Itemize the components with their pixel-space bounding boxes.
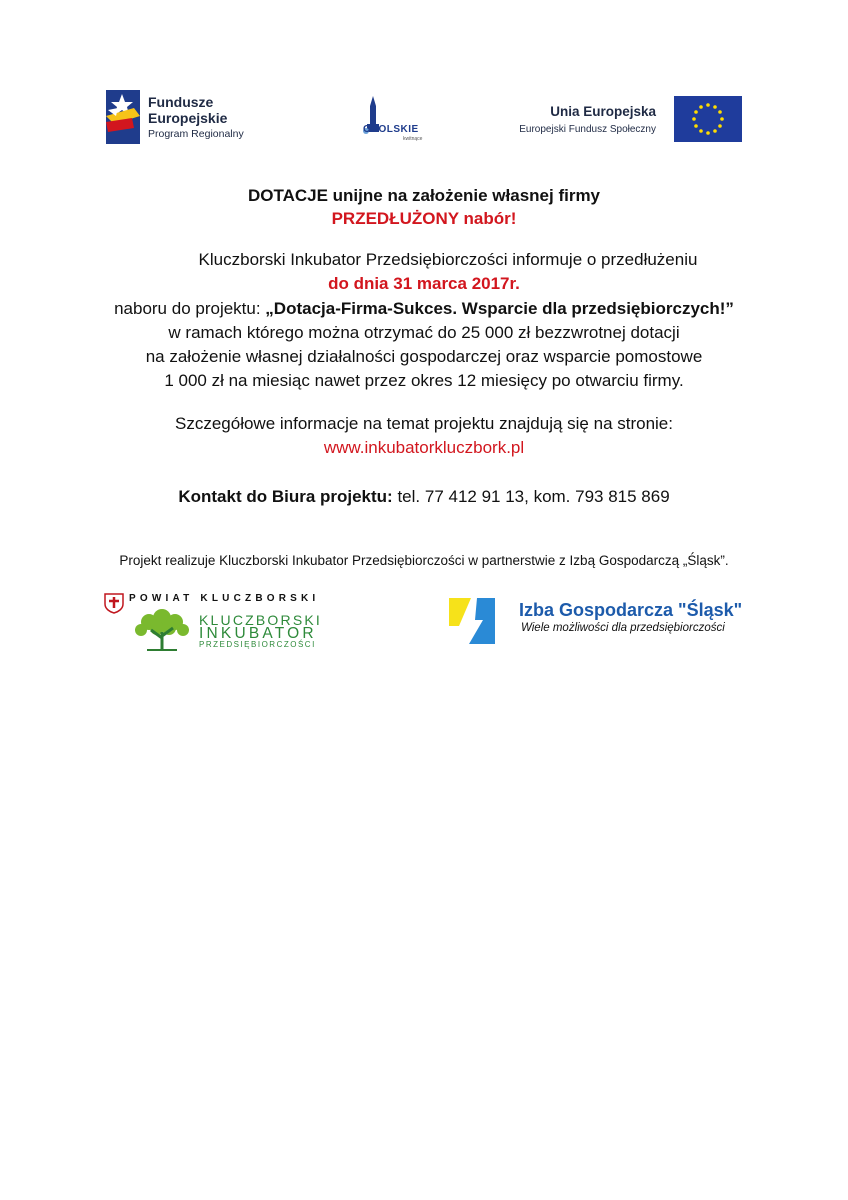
- announcement-deadline: do dnia 31 marca 2017r.: [328, 274, 520, 293]
- izba-emblem-icon: [449, 598, 503, 644]
- ue-subtitle: Europejski Fundusz Społeczny: [519, 124, 656, 135]
- powiat-crest-icon: [103, 592, 125, 614]
- announcement-details: Szczegółowe informacje na temat projektu znajdują się na stronie:: [175, 414, 673, 433]
- contact-label: Kontakt do Biura projektu:: [178, 487, 393, 506]
- fundusze-europejskie-emblem: [104, 86, 144, 148]
- opolskie-logo: [345, 94, 435, 146]
- powiat-label: POWIAT KLUCZBORSKI: [129, 593, 320, 604]
- announcement-line3: 1 000 zł na miesiąc nawet przez okres 12 miesięcy po otwarciu firmy.: [164, 371, 684, 390]
- kik-line3: PRZEDSIĘBIORCZOŚCI: [199, 640, 316, 649]
- kluczborski-inkubator-logo: [103, 592, 363, 652]
- fundusze-title: [148, 94, 227, 126]
- footer-note: Projekt realizuje Kluczborski Inkubator Przedsiębiorczości w partnerstwie z Izbą Gospodarczą „Śląsk”.: [119, 553, 729, 568]
- kik-line2: INKUBATOR: [199, 625, 317, 642]
- announcement-line2: na założenie własnej działalności gospodarczej oraz wsparcie pomostowe: [145, 347, 703, 366]
- fundusze-line2: Europejskie: [148, 110, 228, 126]
- kik-line1: KLUCZBORSKI: [199, 612, 322, 628]
- contact-line: [0, 486, 848, 508]
- project-name: „Dotacja-Firma-Sukces. Wsparcie dla przedsiębiorczych!”: [265, 299, 734, 318]
- opolskie-label: OPOLSKIE: [363, 124, 419, 135]
- ue-title: Unia Europejska: [550, 104, 656, 119]
- tree-icon: [127, 606, 197, 652]
- fundusze-program: Program Regionalny: [148, 128, 244, 140]
- izba-tagline: Wiele możliwości dla przedsiębiorczości: [521, 622, 725, 634]
- izba-title: Izba Gospodarcza "Śląsk": [519, 600, 743, 620]
- fundusze-line1: Fundusze: [148, 94, 214, 110]
- project-prefix: naboru do projektu:: [114, 299, 266, 318]
- announcement-subtitle: PRZEDŁUŻONY nabór!: [331, 209, 517, 228]
- contact-value: tel. 77 412 91 13, kom. 793 815 869: [392, 487, 670, 506]
- eu-flag-icon: [674, 96, 742, 142]
- announcement-title: DOTACJE unijne na założenie własnej firmy: [247, 186, 601, 205]
- announcement-line1: w ramach którego można otrzymać do 25 000 zł bezzwrotnej dotacji: [168, 323, 680, 342]
- fundusze-europejskie-logo: [104, 86, 264, 150]
- unia-europejska-logo: [516, 96, 742, 144]
- opolskie-sub: kwitnące: [403, 136, 423, 142]
- announcement-intro: Kluczborski Inkubator Przedsiębiorczości informuje o przedłużeniu: [198, 250, 698, 269]
- website-link[interactable]: www.inkubatorkluczbork.pl: [323, 438, 525, 457]
- announcement-project-line: [0, 298, 848, 320]
- izba-gospodarcza-logo: [449, 598, 759, 644]
